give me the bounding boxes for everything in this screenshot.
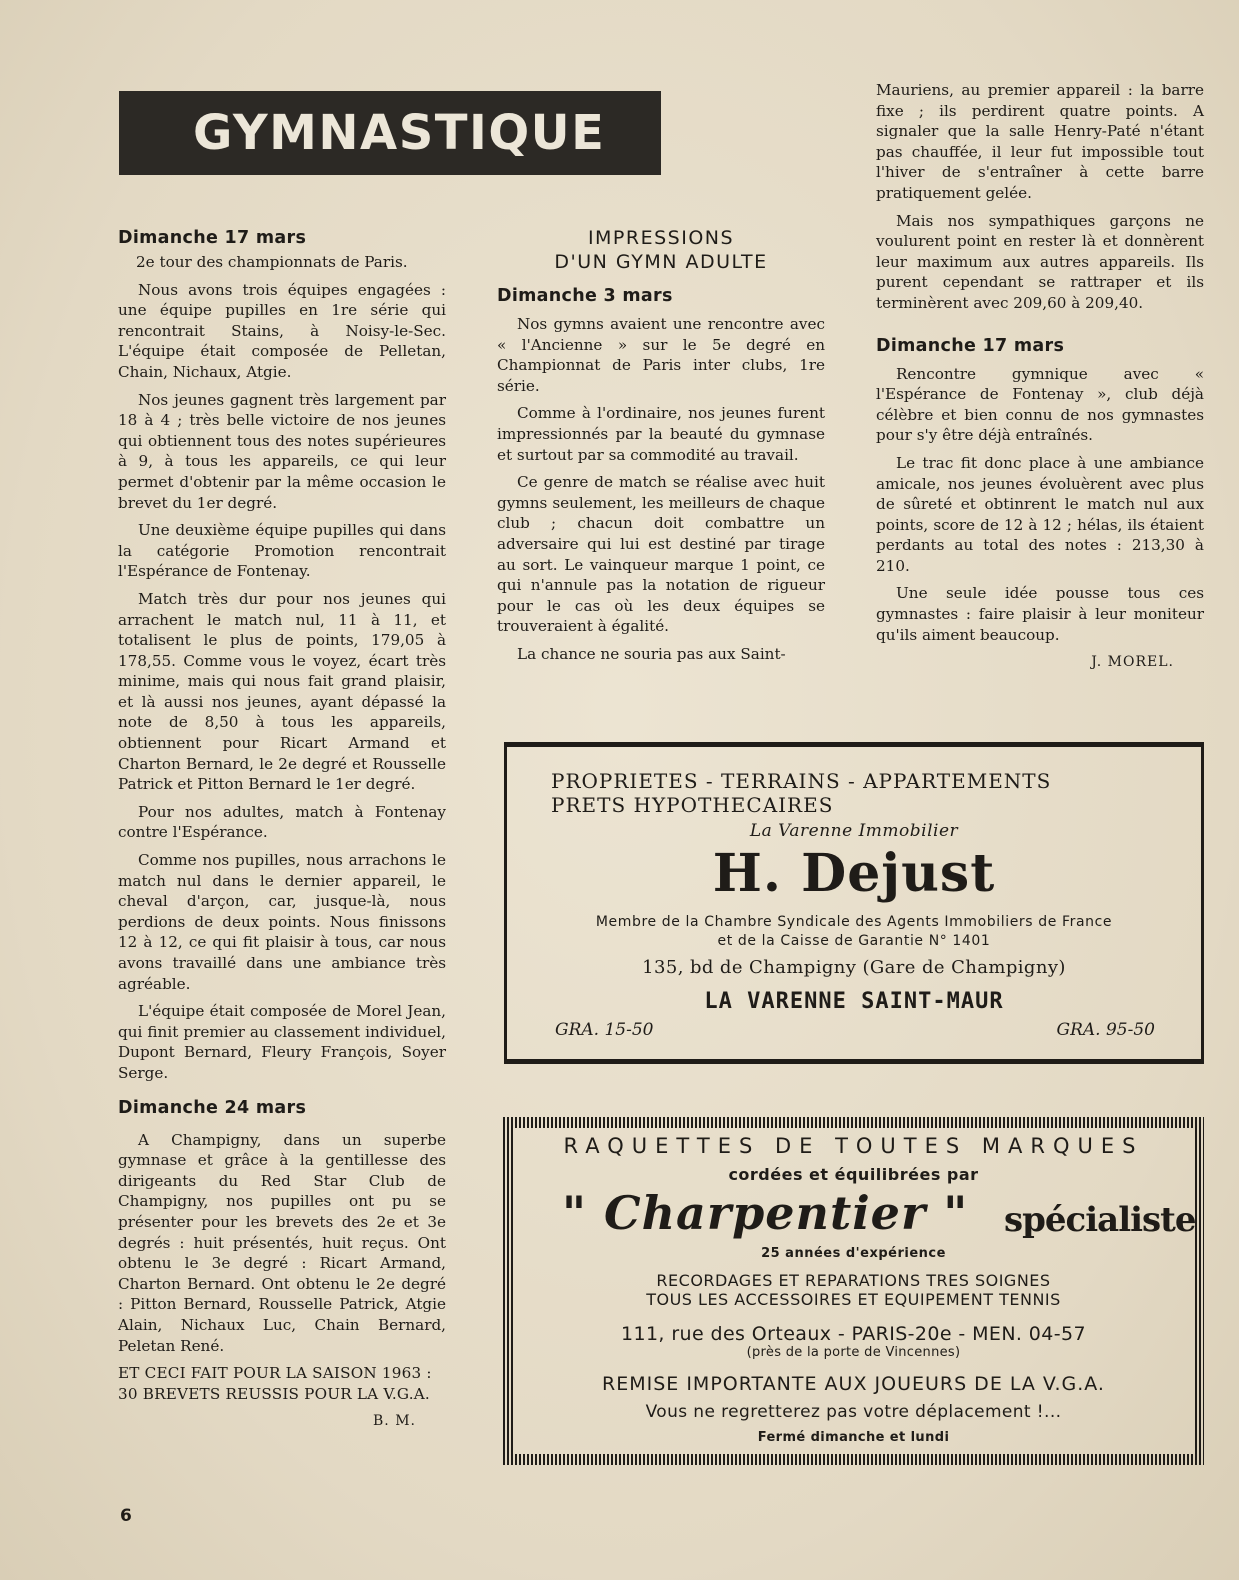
paragraph: Le trac fit donc place à une ambiance amicale, nos jeunes évoluèrent avec plus de sûreté et obtinrent le match nul aux points, score de 12 à 12 ; hélas, ils étaient perdants au total des notes : 213,30 à 210. (876, 453, 1204, 575)
ad-experience: 25 années d'expérience (761, 1246, 946, 1261)
signature: J. MOREL. (1091, 654, 1174, 671)
paragraph: Comme nos pupilles, nous arrachons le match nul dans le dernier appareil, le cheval d'arçon, car, jusque-là, nous perdions de deux points. Nous finissons 12 à 12, ce qui fit plaisir à tous, car nous avons travaillé dans une ambiance très agréable. (118, 851, 446, 993)
ad-phone: GRA. 15-50 (555, 1020, 654, 1040)
ad-services-line: TOUS LES ACCESSOIRES ET EQUIPEMENT TENNIS (646, 1290, 1061, 1309)
ad-company-name: H. Dejust (712, 843, 996, 904)
ad-city: LA VARENNE SAINT-MAUR (704, 989, 1004, 1014)
ad-headline-line: PROPRIETES - TERRAINS - APPARTEMENTS (551, 769, 1052, 793)
date-heading: Dimanche 3 mars (497, 286, 673, 306)
ad-brand-name: " Charpentier " (562, 1186, 969, 1240)
ad-brand-specialist: spécialiste (1004, 1200, 1196, 1240)
article-title (497, 226, 825, 274)
ad-headline: RAQUETTES DE TOUTES MARQUES (563, 1134, 1144, 1158)
column-left (118, 228, 446, 1439)
ad-membership-line: et de la Caisse de Garantie N° 1401 (717, 933, 991, 949)
paragraph: Une deuxième équipe pupilles qui dans la catégorie Promotion rencontrait l'Espérance de Fontenay. (118, 521, 446, 581)
ad-address: 111, rue des Orteaux - PARIS-20e - MEN. 04-57 (620, 1323, 1087, 1345)
article-title-line: D'UN GYMN ADULTE (554, 251, 768, 273)
ad-phone: GRA. 95-50 (1056, 1020, 1155, 1040)
paragraph: A Champigny, dans un superbe gymnase et grâce à la gentillesse des dirigeants du Red Star Club de Champigny, nos pupilles ont pu se présenter pour les brevets des 2e et 3e degrés : huit présentés, huit reçus. Ont obtenu le 3e degré : Ricart Armand, Charton Bernard. Ont obtenu le 2e degré : Pitton Bernard, Rousselle Patrick, Atgie Alain, Nichaux Luc, Chain Bernard, Peletan René. (118, 1130, 446, 1355)
ad-address: 135, bd de Champigny (Gare de Champigny) (642, 957, 1066, 978)
ad-near: (près de la porte de Vincennes) (746, 1345, 961, 1360)
article-title-line: IMPRESSIONS (587, 227, 735, 249)
paragraph: Pour nos adultes, match à Fontenay contre l'Espérance. (118, 802, 446, 842)
ad-tennis (503, 1117, 1204, 1465)
ad-membership-line: Membre de la Chambre Syndicale des Agents Immobiliers de France (595, 914, 1113, 930)
paragraph: Match très dur pour nos jeunes qui arrachent le match nul, 11 à 11, et totalisent le plus de points, 179,05 à 178,55. Comme vous le voyez, écart très minime, mais qui nous fait grand plaisir, et là aussi nos jeunes, ayant dépassé la note de 8,50 à tous les appareils, obtiennent pour Ricart Armand et Charton Bernard, le 2e degré et Rousselle Patrick et Pitton Bernard le 1er degré. (118, 589, 446, 794)
ad-real-estate (504, 742, 1204, 1064)
column-right (876, 80, 1204, 680)
column-middle (497, 226, 825, 672)
paragraph: Nos jeunes gagnent très largement par 18 à 4 ; très belle victoire de nos jeunes qui obtiennent tous des notes supérieures à 9, à tous les appareils, ce qui leur permet d'obtenir par la même occasion le brevet du 1er degré. (118, 390, 446, 512)
paragraph: Mauriens, au premier appareil : la barre fixe ; ils perdirent quatre points. A signaler que la salle Henry-Paté n'étant pas chauffée, il leur fut impossible tout l'hiver de s'entraîner à cette barre pratiquement gelée. (876, 81, 1204, 202)
ad-membership (547, 913, 1161, 951)
paragraph-conclusion: ET CECI FAIT POUR LA SAISON 1963 : 30 BREVETS REUSSIS POUR LA V.G.A. (118, 1364, 432, 1403)
paragraph: Rencontre gymnique avec « l'Espérance de Fontenay », club déjà célèbre et bien connu de nos gymnastes pour s'y être déjà entraînés. (876, 364, 1204, 445)
paragraph: Comme à l'ordinaire, nos jeunes furent impressionnés par la beauté du gymnase et surtout par sa commodité au travail. (497, 404, 825, 464)
date-heading: Dimanche 24 mars (118, 1097, 307, 1118)
paragraph: Nous avons trois équipes engagées : une équipe pupilles en 1re série qui rencontrait Stains, à Noisy-le-Sec. L'équipe était composée de Pelletan, Chain, Nichaux, Atgie. (118, 280, 446, 381)
ad-agency: La Varenne Immobilier (749, 821, 959, 841)
ad-closed: Fermé dimanche et lundi (757, 1430, 950, 1445)
ad-services (514, 1271, 1193, 1309)
signature: B. M. (373, 1413, 416, 1430)
section-banner: GYMNASTIQUE (119, 91, 661, 175)
paragraph: Ce genre de match se réalise avec huit gymns seulement, les meilleurs de chaque club ; chacun doit combattre un adversaire qui lui est destiné par tirage au sort. Le vainqueur marque 1 point, ce qui n'annule pas la notation de rigueur pour le cas où les deux équipes se trouveraient à égalité. (497, 473, 825, 636)
paragraph: 2e tour des championnats de Paris. (136, 253, 408, 271)
paragraph: Nos gymns avaient une rencontre avec « l'Ancienne » sur le 5e degré en Championnat de Paris inter clubs, 1re série. (497, 315, 825, 395)
paragraph: L'équipe était composée de Morel Jean, qui finit premier au classement individuel, Dupont Bernard, Fleury François, Soyer Serge. (118, 1002, 446, 1082)
date-heading: Dimanche 17 mars (118, 228, 307, 248)
ad-headline-line: PRETS HYPOTHECAIRES (551, 793, 834, 817)
paragraph: La chance ne souria pas aux Saint- (517, 644, 786, 663)
ad-discount: REMISE IMPORTANTE AUX JOUEURS DE LA V.G.A. (602, 1373, 1105, 1395)
ad-headline (551, 769, 1051, 817)
paragraph: Mais nos sympathiques garçons ne voulurent point en rester là et donnèrent leur maximum aux autres appareils. Ils purent cependant se rattraper et ils terminèrent avec 209,60 à 209,40. (876, 211, 1204, 312)
ad-services-line: RECORDAGES ET REPARATIONS TRES SOIGNES (656, 1271, 1051, 1290)
ad-subline: cordées et équilibrées par (728, 1165, 979, 1184)
date-heading: Dimanche 17 mars (876, 335, 1065, 356)
ad-tagline: Vous ne regretterez pas votre déplacement !... (645, 1402, 1062, 1422)
paragraph: Une seule idée pousse tous ces gymnastes : faire plaisir à leur moniteur qu'ils aiment beaucoup. (876, 584, 1204, 644)
page-number: 6 (120, 1506, 132, 1526)
